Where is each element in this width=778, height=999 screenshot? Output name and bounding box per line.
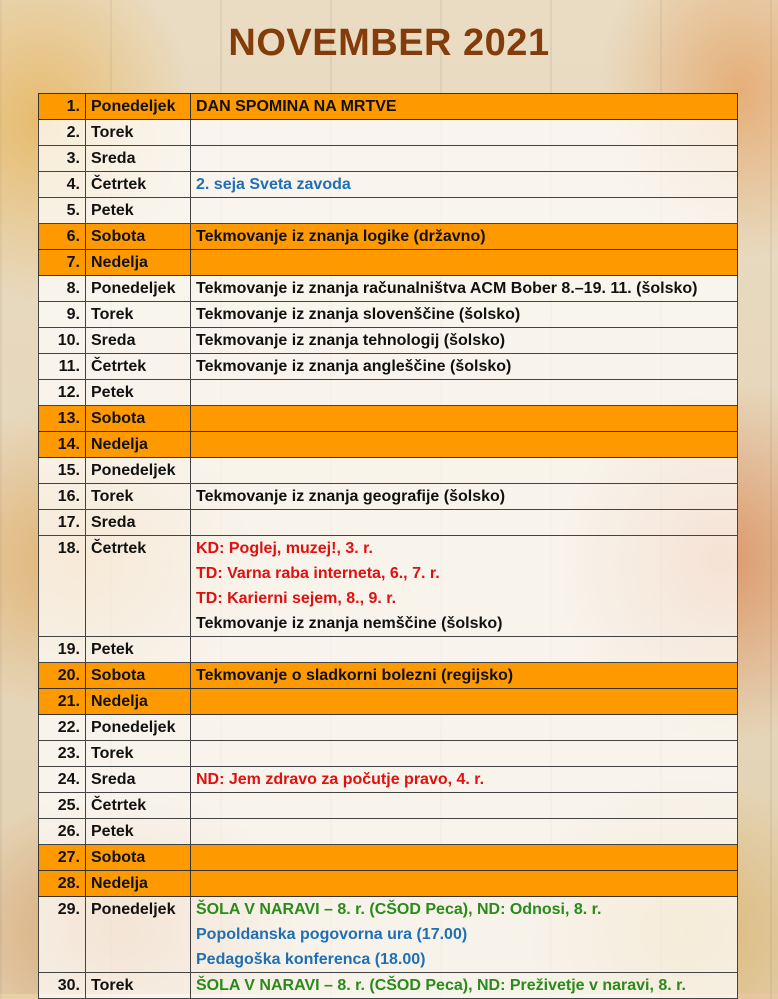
day-number: 4. [39,172,86,198]
day-number: 12. [39,380,86,406]
day-number: 30. [39,973,86,999]
event-cell [191,510,738,536]
weekday-name: Nedelja [86,689,191,715]
weekday-name: Četrtek [86,354,191,380]
calendar-row [39,871,738,897]
day-number: 28. [39,871,86,897]
weekday-name: Torek [86,484,191,510]
event-text: TD: Varna raba interneta, 6., 7. r. [196,565,440,582]
day-number: 23. [39,741,86,767]
event-cell [191,276,738,302]
event-cell [191,198,738,224]
weekday-name: Sobota [86,845,191,871]
calendar-row [39,819,738,845]
day-number: 14. [39,432,86,458]
calendar-row [39,973,738,999]
calendar-row [39,536,738,637]
day-number: 22. [39,715,86,741]
event-cell [191,328,738,354]
weekday-name: Torek [86,973,191,999]
day-number: 18. [39,536,86,637]
day-number: 21. [39,689,86,715]
event-text: ŠOLA V NARAVI – 8. r. (CŠOD Peca), ND: Odnosi, 8. r. [196,901,602,918]
event-cell [191,354,738,380]
event-text: Tekmovanje o sladkorni bolezni (regijsko) [196,667,514,684]
page-title: NOVEMBER 2021 [228,22,550,64]
weekday-name: Petek [86,637,191,663]
weekday-name: Sreda [86,510,191,536]
event-cell [191,767,738,793]
weekday-name: Sreda [86,328,191,354]
calendar-row [39,432,738,458]
event-cell [191,897,738,973]
weekday-name: Sobota [86,406,191,432]
day-number: 8. [39,276,86,302]
day-number: 1. [39,94,86,120]
event-text: ŠOLA V NARAVI – 8. r. (CŠOD Peca), ND: Preživetje v naravi, 8. r. [196,977,686,994]
event-text: Tekmovanje iz znanja geografije (šolsko) [196,488,506,505]
event-cell [191,172,738,198]
calendar-row [39,94,738,120]
event-cell [191,406,738,432]
weekday-name: Petek [86,380,191,406]
calendar-row [39,484,738,510]
calendar-row [39,146,738,172]
day-number: 9. [39,302,86,328]
calendar-row [39,715,738,741]
calendar-row [39,767,738,793]
event-cell [191,484,738,510]
calendar-row [39,120,738,146]
day-number: 10. [39,328,86,354]
day-number: 13. [39,406,86,432]
weekday-name: Petek [86,819,191,845]
event-text: TD: Karierni sejem, 8., 9. r. [196,590,397,607]
day-number: 3. [39,146,86,172]
calendar-table [38,93,738,999]
event-text: ND: Jem zdravo za počutje pravo, 4. r. [196,771,485,788]
weekday-name: Ponedeljek [86,458,191,484]
day-number: 7. [39,250,86,276]
day-number: 27. [39,845,86,871]
weekday-name: Nedelja [86,250,191,276]
event-cell [191,302,738,328]
weekday-name: Petek [86,198,191,224]
event-cell [191,250,738,276]
calendar-row [39,689,738,715]
day-number: 19. [39,637,86,663]
weekday-name: Torek [86,302,191,328]
event-cell [191,741,738,767]
calendar-row [39,354,738,380]
weekday-name: Sreda [86,146,191,172]
day-number: 20. [39,663,86,689]
event-cell [191,224,738,250]
event-text: Tekmovanje iz znanja slovenščine (šolsko) [196,306,521,323]
calendar-row [39,741,738,767]
calendar-row [39,250,738,276]
weekday-name: Četrtek [86,172,191,198]
day-number: 6. [39,224,86,250]
day-number: 29. [39,897,86,973]
weekday-name: Ponedeljek [86,897,191,973]
calendar-row [39,663,738,689]
weekday-name: Nedelja [86,871,191,897]
weekday-name: Ponedeljek [86,715,191,741]
event-cell [191,536,738,637]
event-text: KD: Poglej, muzej!, 3. r. [196,540,373,557]
calendar-row [39,458,738,484]
event-cell [191,663,738,689]
event-text: 2. seja Sveta zavoda [196,176,351,193]
day-number: 16. [39,484,86,510]
day-number: 25. [39,793,86,819]
day-number: 26. [39,819,86,845]
event-cell [191,793,738,819]
event-cell [191,146,738,172]
event-cell [191,380,738,406]
calendar-row [39,302,738,328]
calendar-row [39,276,738,302]
event-cell [191,637,738,663]
event-cell [191,871,738,897]
calendar-row [39,172,738,198]
event-cell [191,458,738,484]
day-number: 5. [39,198,86,224]
weekday-name: Nedelja [86,432,191,458]
weekday-name: Sobota [86,224,191,250]
event-cell [191,432,738,458]
day-number: 17. [39,510,86,536]
weekday-name: Sreda [86,767,191,793]
event-cell [191,120,738,146]
event-cell [191,819,738,845]
event-text: Tekmovanje iz znanja angleščine (šolsko) [196,358,512,375]
weekday-name: Četrtek [86,536,191,637]
calendar-row [39,510,738,536]
weekday-name: Četrtek [86,793,191,819]
weekday-name: Sobota [86,663,191,689]
calendar-row [39,845,738,871]
event-text: DAN SPOMINA NA MRTVE [196,98,397,115]
event-cell [191,689,738,715]
event-text: Popoldanska pogovorna ura (17.00) [196,926,468,943]
weekday-name: Ponedeljek [86,94,191,120]
calendar-row [39,224,738,250]
event-cell [191,845,738,871]
day-number: 24. [39,767,86,793]
event-text: Tekmovanje iz znanja logike (državno) [196,228,486,245]
event-cell [191,94,738,120]
weekday-name: Ponedeljek [86,276,191,302]
event-text: Pedagoška konferenca (18.00) [196,951,426,968]
calendar-row [39,793,738,819]
event-text: Tekmovanje iz znanja nemščine (šolsko) [196,615,503,632]
event-text: Tekmovanje iz znanja računalništva ACM Bober 8.–19. 11. (šolsko) [196,280,698,297]
calendar-row [39,897,738,973]
day-number: 2. [39,120,86,146]
weekday-name: Torek [86,741,191,767]
calendar-body [39,94,738,999]
day-number: 11. [39,354,86,380]
calendar-row [39,637,738,663]
weekday-name: Torek [86,120,191,146]
calendar-row [39,328,738,354]
calendar-row [39,198,738,224]
calendar-row [39,380,738,406]
day-number: 15. [39,458,86,484]
calendar-row [39,406,738,432]
event-text: Tekmovanje iz znanja tehnologij (šolsko) [196,332,506,349]
event-cell [191,973,738,999]
event-cell [191,715,738,741]
